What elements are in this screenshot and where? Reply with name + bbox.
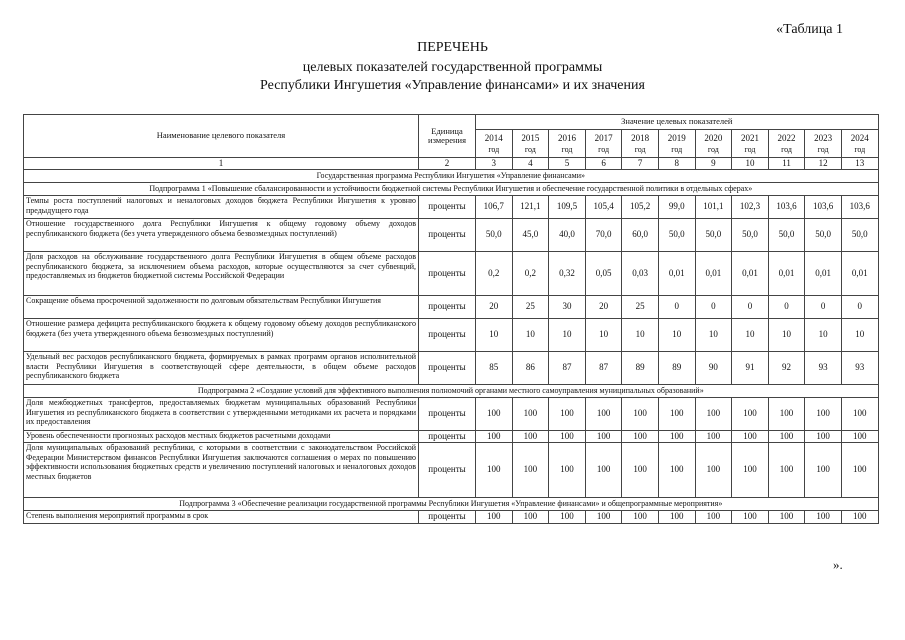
indicator-value: 10 [658,319,695,352]
indicator-name: Отношение размера дефицита республиканского бюджета к общему годовому объему доходов республиканского бюджета (без учета утвержденного объема безвозмездных поступлений) [24,319,419,352]
indicator-name: Отношение государственного долга Республики Ингушетия к общему годовому объему доходов республиканского бюджета (без учета утвержденного объема безвозмездных поступлений) [24,219,419,252]
indicator-value: 100 [768,511,805,524]
indicator-value: 106,7 [476,196,513,219]
year-header [476,130,513,158]
table-row [24,219,879,252]
column-number: 9 [695,158,732,170]
year-header [585,130,622,158]
indicators-table [23,114,879,524]
indicator-value: 10 [768,319,805,352]
indicator-value: 90 [695,352,732,385]
year-value: 2022 [777,132,796,143]
program-row [24,170,879,183]
indicator-value: 30 [549,296,586,319]
indicator-value: 100 [476,431,513,443]
column-number: 3 [476,158,513,170]
indicator-value: 89 [622,352,659,385]
column-header-values: Значение целевых показателей [476,115,879,130]
column-number-row [24,158,879,170]
indicator-value: 91 [732,352,769,385]
indicator-value: 109,5 [549,196,586,219]
column-number: 5 [549,158,586,170]
indicator-value: 100 [805,443,842,498]
indicator-value: 25 [512,296,549,319]
indicator-value: 10 [585,319,622,352]
indicator-value: 100 [512,431,549,443]
year-value: 2023 [814,132,833,143]
column-number: 12 [805,158,842,170]
indicator-value: 0,2 [512,252,549,296]
indicator-value: 0 [732,296,769,319]
indicator-value: 50,0 [695,219,732,252]
indicator-value: 100 [732,431,769,443]
document-subtitle-line2: Республики Ингушетия «Управление финансами» и их значения [260,78,645,93]
indicator-value: 60,0 [622,219,659,252]
subprogram-row [24,498,879,511]
year-word: год [634,144,646,154]
indicator-value: 50,0 [476,219,513,252]
indicator-value: 100 [805,398,842,431]
program-title: Государственная программа Республики Ингушетия «Управление финансами» [24,170,879,183]
indicator-value: 100 [841,443,878,498]
column-number: 4 [512,158,549,170]
indicator-value: 100 [585,511,622,524]
indicator-name: Удельный вес расходов республиканского бюджета, формируемых в рамках программ органов исполнительной власти Республики Ингушетия в соответствующей сфере деятельности, в общем объеме расходов республиканского бюджета [24,352,419,385]
indicator-value: 100 [768,398,805,431]
indicator-value: 100 [512,443,549,498]
indicator-value: 50,0 [805,219,842,252]
indicator-value: 50,0 [841,219,878,252]
header-row [24,115,879,130]
document-subtitle-line1: целевых показателей государственной программы [302,60,603,75]
indicator-value: 0,01 [695,252,732,296]
year-word: год [817,144,829,154]
indicator-value: 100 [658,443,695,498]
year-word: год [854,144,866,154]
indicator-value: 100 [695,398,732,431]
indicator-value: 87 [549,352,586,385]
indicator-value: 101,1 [695,196,732,219]
indicator-value: 103,6 [841,196,878,219]
year-header [768,130,805,158]
year-value: 2017 [594,132,613,143]
indicator-value: 10 [805,319,842,352]
table-row [24,252,879,296]
indicator-value: 100 [476,443,513,498]
indicator-value: 100 [695,431,732,443]
year-header [732,130,769,158]
subprogram-title: Подпрограмма 1 «Повышение сбалансированности и устойчивости бюджетной системы Республики Ингушетия и обеспечение государственной политики в отдельных сферах» [24,183,879,196]
indicator-value: 100 [512,398,549,431]
indicator-name: Степень выполнения мероприятий программы в срок [24,511,419,524]
indicator-value: 100 [622,431,659,443]
indicator-value: 0 [658,296,695,319]
indicator-name: Темпы роста поступлений налоговых и неналоговых доходов бюджета Республики Ингушетия к уровню предыдущего года [24,196,419,219]
year-header [658,130,695,158]
indicator-unit: проценты [419,511,476,524]
year-value: 2020 [704,132,723,143]
subprogram-row [24,385,879,398]
indicator-value: 87 [585,352,622,385]
column-number: 13 [841,158,878,170]
indicator-value: 10 [622,319,659,352]
year-word: год [488,144,500,154]
year-word: год [707,144,719,154]
indicator-value: 20 [476,296,513,319]
table-row [24,196,879,219]
year-value: 2024 [850,132,869,143]
indicator-value: 100 [622,443,659,498]
indicator-value: 100 [658,511,695,524]
column-number: 2 [419,158,476,170]
indicator-value: 100 [695,511,732,524]
indicator-name: Доля межбюджетных трансфертов, предоставляемых бюджетам муниципальных образований Республики Ингушетия из республиканского бюджета в соответствии с утвержденными методиками их расчета и порядками их предоставления [24,398,419,431]
indicator-value: 100 [732,443,769,498]
closing-quote: ». [833,557,843,572]
indicator-value: 100 [549,431,586,443]
indicator-value: 100 [805,431,842,443]
year-header [695,130,732,158]
indicator-value: 100 [585,443,622,498]
indicator-value: 100 [841,511,878,524]
indicator-value: 100 [549,398,586,431]
indicator-value: 0,01 [732,252,769,296]
indicator-unit: проценты [419,352,476,385]
subprogram-title: Подпрограмма 2 «Создание условий для эффективного выполнения полномочий органами местного самоуправления муниципальных образований» [24,385,879,398]
indicator-value: 0,01 [805,252,842,296]
year-value: 2015 [521,132,540,143]
indicator-value: 10 [841,319,878,352]
year-header [549,130,586,158]
indicator-value: 100 [622,398,659,431]
table-row [24,319,879,352]
year-word: год [561,144,573,154]
indicator-value: 0 [768,296,805,319]
indicator-value: 100 [658,398,695,431]
indicator-value: 25 [622,296,659,319]
year-value: 2019 [667,132,686,143]
indicator-value: 100 [476,511,513,524]
subprogram-title: Подпрограмма 3 «Обеспечение реализации государственной программы Республики Ингушетия «Управление финансами» и общепрограммные мероприятия» [24,498,879,511]
indicator-value: 85 [476,352,513,385]
indicator-value: 89 [658,352,695,385]
table-row [24,296,879,319]
document-title: ПЕРЕЧЕНЬ [417,40,488,55]
indicator-value: 100 [841,431,878,443]
indicator-value: 103,6 [768,196,805,219]
indicator-value: 0 [805,296,842,319]
indicator-value: 100 [585,431,622,443]
indicator-value: 86 [512,352,549,385]
year-header [805,130,842,158]
year-header [512,130,549,158]
indicator-value: 93 [805,352,842,385]
indicator-value: 100 [732,511,769,524]
column-header-name: Наименование целевого показателя [24,115,419,158]
indicator-value: 100 [622,511,659,524]
table-row [24,431,879,443]
year-word: год [671,144,683,154]
column-header-unit: Единица измерения [419,115,476,158]
table-row [24,443,879,498]
indicator-unit: проценты [419,219,476,252]
indicator-value: 10 [732,319,769,352]
indicator-value: 121,1 [512,196,549,219]
indicator-value: 0,32 [549,252,586,296]
indicator-value: 105,2 [622,196,659,219]
indicator-value: 100 [805,511,842,524]
indicator-value: 105,4 [585,196,622,219]
indicator-value: 100 [732,398,769,431]
year-header [622,130,659,158]
year-value: 2016 [557,132,576,143]
indicator-value: 100 [695,443,732,498]
column-number: 7 [622,158,659,170]
indicator-value: 45,0 [512,219,549,252]
indicator-value: 20 [585,296,622,319]
indicator-value: 99,0 [658,196,695,219]
indicator-value: 70,0 [585,219,622,252]
year-value: 2014 [484,132,503,143]
indicator-unit: проценты [419,398,476,431]
indicator-value: 0,2 [476,252,513,296]
indicator-value: 100 [476,398,513,431]
year-value: 2018 [631,132,650,143]
column-number: 1 [24,158,419,170]
indicator-value: 92 [768,352,805,385]
indicator-name: Сокращение объема просроченной задолженности по долговым обязательствам Республики Ингушетия [24,296,419,319]
year-word: год [598,144,610,154]
indicator-value: 0 [841,296,878,319]
indicator-value: 100 [585,398,622,431]
column-number: 11 [768,158,805,170]
indicator-value: 100 [768,431,805,443]
indicator-value: 0,05 [585,252,622,296]
table-row [24,398,879,431]
year-word: год [781,144,792,154]
column-number: 6 [585,158,622,170]
indicator-value: 40,0 [549,219,586,252]
table-row [24,511,879,524]
indicator-value: 100 [768,443,805,498]
indicator-unit: проценты [419,319,476,352]
column-number: 10 [732,158,769,170]
indicator-value: 50,0 [658,219,695,252]
year-value: 2021 [740,132,759,143]
indicator-value: 100 [549,511,586,524]
indicator-value: 50,0 [732,219,769,252]
year-word: год [744,144,756,154]
indicator-unit: проценты [419,443,476,498]
indicator-value: 100 [549,443,586,498]
indicator-value: 0,01 [658,252,695,296]
indicator-value: 100 [512,511,549,524]
indicator-name: Доля расходов на обслуживание государственного долга Республики Ингушетия в общем объеме расходов республиканского бюджета, за исключением объема расходов, которые осуществляются за счет субвенций, предоставляемых из бюджетов бюджетной системы Российской Федерации [24,252,419,296]
indicator-value: 0 [695,296,732,319]
indicator-unit: проценты [419,431,476,443]
table-reference: «Таблица 1 [776,22,843,37]
indicator-unit: проценты [419,252,476,296]
indicator-value: 100 [841,398,878,431]
table-row [24,352,879,385]
indicator-value: 0,01 [768,252,805,296]
indicator-name: Доля муниципальных образований республики, с которыми в соответствии с законодательством Российской Федерации Министерством финансов Республики Ингушетия заключаются соглашения о мерах по повышению эффективности использования бюджетных средств и увеличению поступлений налоговых и неналоговых доходов местных бюджетов [24,443,419,498]
indicator-name: Уровень обеспеченности прогнозных расходов местных бюджетов расчетными доходами [24,431,419,443]
year-header [841,130,878,158]
indicator-value: 0,03 [622,252,659,296]
indicator-unit: проценты [419,196,476,219]
indicator-value: 10 [476,319,513,352]
indicator-value: 10 [695,319,732,352]
year-word: год [524,144,536,154]
indicator-value: 93 [841,352,878,385]
indicator-value: 102,3 [732,196,769,219]
indicator-value: 100 [658,431,695,443]
indicator-value: 10 [549,319,586,352]
subprogram-row [24,183,879,196]
column-number: 8 [658,158,695,170]
indicator-value: 50,0 [768,219,805,252]
indicator-value: 10 [512,319,549,352]
indicator-value: 103,6 [805,196,842,219]
indicator-unit: проценты [419,296,476,319]
indicator-value: 0,01 [841,252,878,296]
